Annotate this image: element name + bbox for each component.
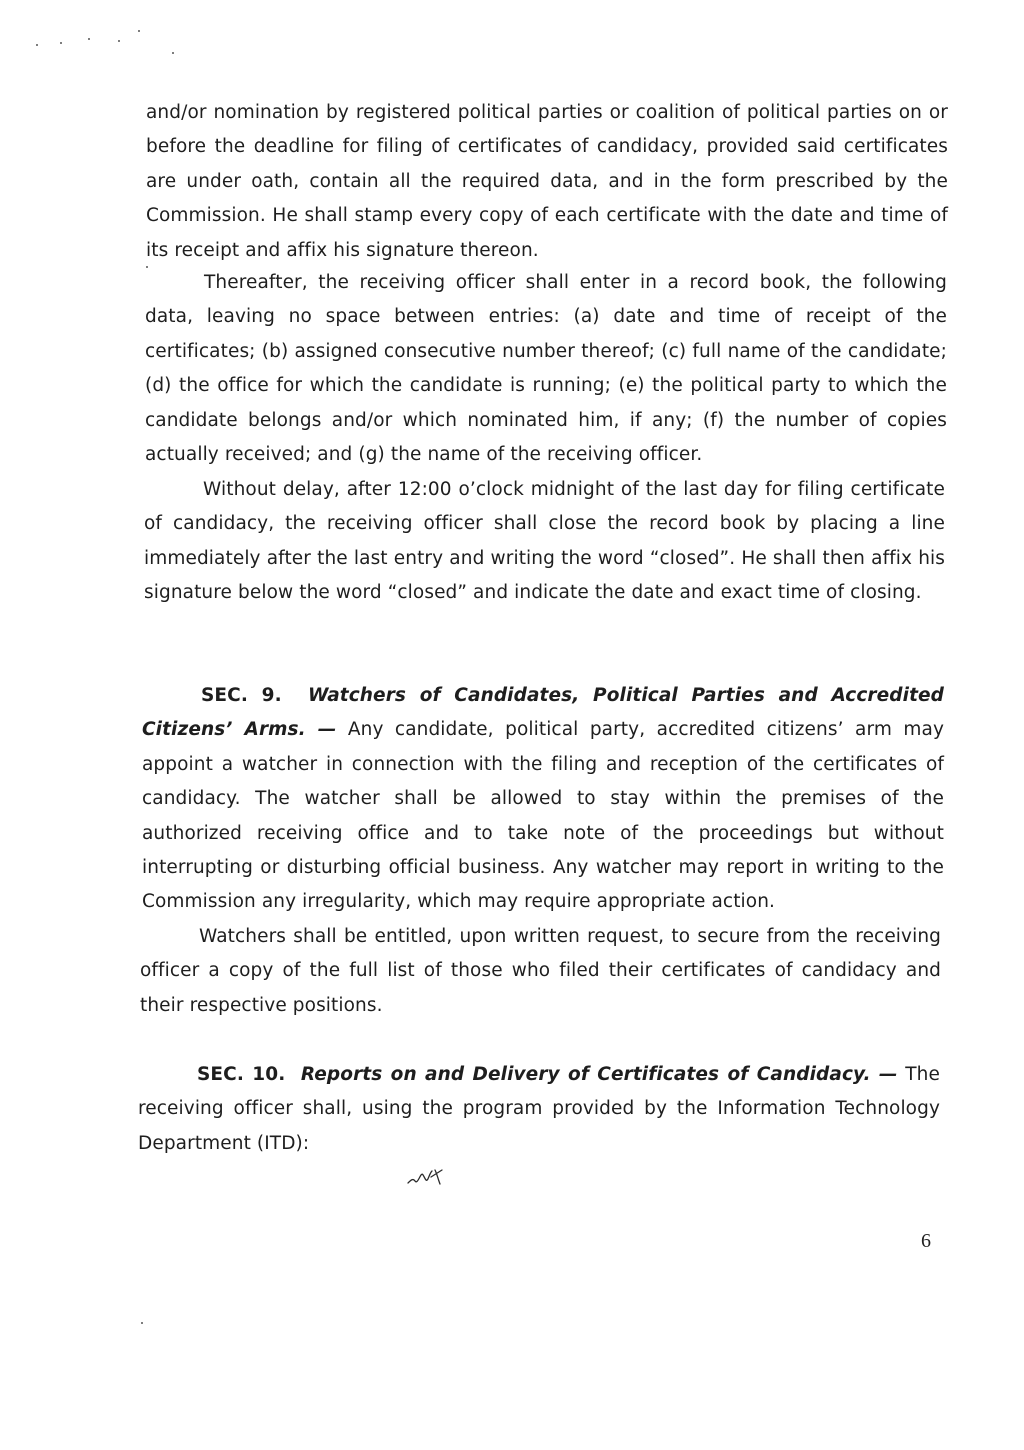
page-number: 6 [921, 1230, 931, 1252]
section-10-body: The receiving officer shall, using the program provided by the Information Technology Department (ITD): [138, 1064, 940, 1154]
section-10-number: SEC. 10. [197, 1064, 286, 1085]
paragraph-record-book: Thereafter, the receiving officer shall enter in a record book, the following data, leaving no space between entries: (a) date and time of receipt of the certificates; (b) assigned consecutive number thereof; (c) full name of the candidate; (d) the office for which the candidate is running; (e) the political party to which the candidate belongs and/or which nominated him, if any; (f) the number of copies actually received; and (g) the name of the receiving officer. [145, 272, 947, 466]
section-9-number: SEC. 9. [201, 685, 282, 706]
section-10-paragraph [138, 1058, 940, 1161]
section-9-body: Any candidate, political party, accredited citizens’ arm may appoint a watcher in connection with the filing and reception of the certificates of candidacy. The watcher shall be allowed to stay within the premises of the authorized receiving office and to take note of the proceedings but without interrupting or disturbing official business. Any watcher may report in writing to the Commission any irregularity, which may require appropriate action. [142, 719, 944, 913]
section-10-title: Reports on and Delivery of Certificates of Candidacy. — [300, 1064, 898, 1085]
paragraph-closing-record-book: Without delay, after 12:00 o’clock midnight of the last day for filing certificate of candidacy, the receiving officer shall close the record book by placing a line immediately after the last entry and writing the word “closed”. He shall then affix his signature below the word “closed” and indicate the date and exact time of closing. [144, 479, 945, 604]
scan-speck [118, 40, 120, 42]
handwritten-initials [402, 1166, 446, 1190]
scan-speck [172, 52, 174, 54]
scan-speck [146, 266, 148, 268]
section-9-paragraph [142, 679, 944, 920]
scan-speck [36, 44, 38, 46]
section-9-watchers-paragraph: Watchers shall be entitled, upon written request, to secure from the receiving officer a copy of the full list of those who filed their certificates of candidacy and their respective positions. [140, 926, 941, 1016]
scan-speck [60, 42, 62, 44]
scan-speck [141, 1322, 143, 1324]
scan-speck [88, 38, 90, 40]
scan-speck [138, 30, 140, 32]
section-9-title: Watchers of Candidates, Political Parties and Accredited Citizens’ Arms. — [142, 685, 945, 741]
paragraph-certificate-filing: and/or nomination by registered political parties or coalition of political parties on or before the deadline for filing of certificates of candidacy, provided said certificates are under oath, contain all the required data, and in the form prescribed by the Commission. He shall stamp every copy of each certificate with the date and time of its receipt and affix his signature thereon. [146, 102, 948, 261]
